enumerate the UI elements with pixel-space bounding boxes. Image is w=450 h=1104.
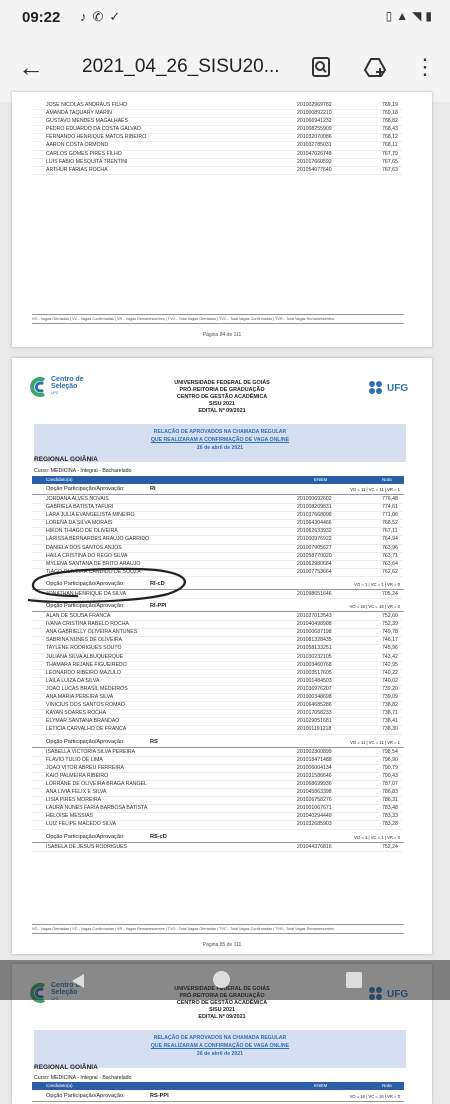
col-score: Nota bbox=[382, 1083, 392, 1088]
candidate-name: HIKON THIAGO DE OLIVEIRA bbox=[46, 528, 118, 535]
table-row bbox=[32, 536, 402, 544]
candidate-name: IVANA CRISTINA RABELO ROCHA bbox=[46, 621, 129, 628]
wifi-icon: ◥ bbox=[412, 9, 426, 23]
score: 768,82 bbox=[382, 118, 398, 125]
score: 768,11 bbox=[382, 142, 398, 149]
candidate-name: VINICIUS DOS SANTOS ROMAO bbox=[46, 702, 125, 709]
candidate-name: JOAO LUCAS BRASIL MEDEIROS bbox=[46, 685, 128, 692]
table-row bbox=[32, 167, 402, 175]
option-label: Opção Participação/Aprovação: bbox=[46, 486, 125, 492]
score: 763,96 bbox=[382, 544, 398, 551]
page3-course: Curso: MEDICINA - Integral - Bacharelado bbox=[34, 1075, 132, 1081]
score: 738,30 bbox=[382, 726, 398, 733]
table-row bbox=[32, 781, 402, 789]
signal-icon: ▲ bbox=[396, 9, 413, 23]
system-icons bbox=[386, 9, 436, 23]
enem-number: 201054077640 bbox=[297, 166, 332, 173]
candidate-name: GUSTAVO MENDES MAGALHAES bbox=[46, 118, 128, 125]
candidate-name: CARLOS GOMES PIRES FILHO bbox=[46, 150, 122, 157]
page3-regional: REGIONAL GOIÂNIA bbox=[34, 1064, 98, 1071]
table-row bbox=[32, 765, 402, 773]
candidate-name: FLAVIO TULIO DE LIMA bbox=[46, 756, 103, 763]
enem-number: 201003517605 bbox=[297, 669, 332, 676]
option-vagas: VO = 16 | VC = 16 | VR = 0 bbox=[349, 604, 400, 610]
document-title: 2021_04_26_SISU20... bbox=[82, 56, 280, 77]
candidate-name: JONATHAN HENRIQUE DA SILVA bbox=[46, 591, 127, 597]
option-code: RI-cD bbox=[150, 581, 165, 587]
header-line: EDITAL Nº 09/2021 bbox=[198, 1014, 246, 1020]
candidate-name: THAMARA REJANE FIGUEIREDO bbox=[46, 661, 127, 668]
table-row bbox=[32, 844, 402, 852]
whatsapp-icon: ✆ bbox=[92, 9, 110, 24]
candidate-name: HELOISE MESSIAS bbox=[46, 813, 93, 820]
enem-number: 201062980684 bbox=[297, 560, 332, 567]
candidate-name: JOAO VITOR ABREU FERREIRA bbox=[46, 764, 125, 771]
option-vagas: VO = 1 | VC = 1 | VR = 0 bbox=[354, 834, 400, 840]
logo-text-3: UFG bbox=[51, 391, 59, 395]
enem-number: 201007753664 bbox=[297, 568, 332, 575]
nav-recents-icon[interactable] bbox=[346, 972, 362, 988]
table-row bbox=[32, 694, 402, 702]
page2-legend: VO - Vagas Ofertadas | VC - Vagas Confirmadas | VR - Vagas Remanescentes | TVO - Total Vagas Ofertadas | TVC - Total Vagas Confirmadas | TVR - Total Vagas Remanescentes bbox=[32, 924, 404, 934]
table-row bbox=[32, 710, 402, 718]
candidate-name: LEONARDO RIBEIRO MAZULO bbox=[46, 669, 121, 676]
candidate-name: ALAN DE SOUSA FRANCA bbox=[46, 613, 111, 620]
table-row bbox=[32, 726, 402, 734]
candidate-name: ANA MARIA PEREIRA SILVA bbox=[46, 694, 114, 701]
enem-number: 201007905627 bbox=[297, 544, 332, 551]
score: 762,62 bbox=[382, 568, 398, 575]
table-row bbox=[32, 749, 402, 757]
score: 768,52 bbox=[382, 520, 398, 527]
enem-number: 201017058233 bbox=[297, 710, 332, 717]
candidate-name: GABRIELA BATISTA TAFURI bbox=[46, 504, 114, 511]
university-header bbox=[132, 380, 312, 415]
header-line: CENTRO DE GESTÃO ACADÊMICA bbox=[176, 394, 268, 400]
table-row bbox=[32, 512, 402, 520]
candidate-name: DANIELA DOS SANTOS ANJOS bbox=[46, 544, 122, 551]
option-row bbox=[32, 833, 404, 843]
table-row bbox=[32, 813, 402, 821]
candidate-name: SABRINA NUNES DE OLIVEIRA bbox=[46, 637, 123, 644]
candidate-name: JORDANA ALVES NOVAIS bbox=[46, 496, 109, 502]
page3-banner bbox=[34, 1030, 406, 1068]
candidate-name: LUIS FABIO MESQUITA TRENTINI bbox=[46, 158, 128, 165]
candidate-name: ANA GABRIELLY OLIVEIRA ANTUNES bbox=[46, 629, 138, 636]
score: 790,79 bbox=[382, 764, 398, 771]
table-row bbox=[32, 496, 402, 504]
enem-number: 201032070086 bbox=[297, 134, 332, 141]
banner-line: RELAÇÃO DE APROVADOS NA CHAMADA REGULAR bbox=[153, 1035, 287, 1041]
enem-number: 201000348698 bbox=[297, 694, 332, 701]
table-row bbox=[32, 702, 402, 710]
table-row bbox=[32, 797, 402, 805]
score: 746,17 bbox=[382, 637, 398, 644]
table-row bbox=[32, 805, 402, 813]
enem-number: 201030232105 bbox=[297, 653, 332, 660]
enem-number: 201040294449 bbox=[297, 813, 332, 820]
table-row bbox=[32, 528, 402, 536]
option-label: Opção Participação/Aprovação: bbox=[46, 833, 125, 840]
table-row bbox=[32, 118, 402, 126]
score: 763,64 bbox=[382, 560, 398, 567]
candidate-name: TIAGO OLIVEIRA CANDIDO DE SOUZA bbox=[46, 568, 141, 575]
more-options-icon[interactable]: ⋮ bbox=[414, 54, 436, 79]
candidate-name: LORRANE DE OLIVEIRA BRAGA RANGEL bbox=[46, 780, 147, 787]
pdf-page-85 bbox=[12, 358, 432, 954]
nav-back-icon[interactable] bbox=[72, 974, 84, 988]
candidate-name: LETICIA CARVALHO DE FRANCA bbox=[46, 726, 127, 733]
candidate-name: FERNANDO HENRIQUE MATOS RIBEIRO bbox=[46, 134, 147, 141]
table-row bbox=[32, 553, 402, 561]
table-row bbox=[32, 126, 402, 134]
table-row bbox=[32, 654, 402, 662]
enem-number: 201002300899 bbox=[297, 748, 332, 755]
page2-regional: REGIONAL GOIÂNIA bbox=[34, 456, 98, 463]
enem-number: 201027013543 bbox=[297, 613, 332, 620]
table-row bbox=[32, 134, 402, 142]
system-navigation-bar bbox=[0, 960, 450, 1000]
ufg-logo-icon bbox=[367, 380, 385, 396]
enem-number: 201045863398 bbox=[297, 789, 332, 796]
score: 745,96 bbox=[382, 645, 398, 652]
score: 739,20 bbox=[382, 685, 398, 692]
table-row bbox=[32, 757, 402, 765]
page1-number: Página 84 de 111 bbox=[202, 332, 242, 338]
score: 752,60 bbox=[382, 613, 398, 620]
score: 796,90 bbox=[382, 756, 398, 763]
silent-icon: ♪ bbox=[80, 9, 93, 24]
enem-number: 201001484503 bbox=[297, 677, 332, 684]
candidate-name: PEDRO EDUARDO DA COSTA GALVAO bbox=[46, 126, 141, 133]
option-code: RS-PPI bbox=[150, 1093, 169, 1099]
score: 768,43 bbox=[382, 126, 398, 133]
candidate-name: HAILA CRISTINA DO REGO SILVA bbox=[46, 552, 128, 559]
candidate-name: AARON COSTA ORMOND bbox=[46, 142, 109, 149]
score: 705,24 bbox=[382, 591, 398, 597]
table-row bbox=[32, 520, 402, 528]
candidate-name: KAIO PALMEIRA RIBEIRO bbox=[46, 772, 109, 779]
logo-text-2: Seleção bbox=[51, 383, 78, 390]
option-label: Opção Participação/Aprovação: bbox=[46, 603, 125, 610]
enem-number: 201002969782 bbox=[297, 102, 332, 108]
candidate-name: LARA JULIA EVANGELISTA MINEIRO bbox=[46, 512, 135, 519]
candidate-name: AMANDA TAQUARY MARIN bbox=[46, 110, 112, 117]
score: 749,78 bbox=[382, 629, 398, 636]
page2-course: Curso: MEDICINA - Integral - Bacharelado bbox=[34, 468, 132, 474]
score: 769,19 bbox=[382, 102, 398, 108]
enem-number: 201001067671 bbox=[297, 805, 332, 812]
option-vagas: VO = 11 | VC = 11 | VR = 1 bbox=[350, 487, 400, 492]
battery-icon: ▮ bbox=[425, 9, 436, 23]
table-row bbox=[32, 504, 402, 512]
score: 738,82 bbox=[382, 702, 398, 709]
header-line: SISU 2021 bbox=[208, 401, 236, 407]
score: 740,22 bbox=[382, 669, 398, 676]
enem-number: 201029051681 bbox=[297, 718, 332, 725]
header-line: CENTRO DE GESTÃO ACADÊMICA bbox=[176, 1000, 268, 1006]
enem-number: 201026758276 bbox=[297, 797, 332, 804]
banner-line: QUE REALIZARAM A CONFIRMAÇÃO DE VAGA ONLINE bbox=[150, 437, 290, 443]
banner-line: RELAÇÃO DE APROVADOS NA CHAMADA REGULAR bbox=[153, 429, 287, 435]
option-label: Opção Participação/Aprovação: bbox=[46, 1093, 125, 1099]
status-bar bbox=[0, 0, 450, 34]
score: 738,41 bbox=[382, 718, 398, 725]
enem-number: 201064685286 bbox=[297, 702, 332, 709]
candidate-name: LARISSA BERNARDES ARAUJO GARRIDO bbox=[46, 536, 150, 543]
enem-number: 201008255909 bbox=[297, 126, 332, 133]
score: 769,18 bbox=[382, 110, 398, 117]
check-icon: ✓ bbox=[109, 9, 127, 24]
table-row bbox=[32, 645, 402, 653]
table-row bbox=[32, 718, 402, 726]
option-vagas: VO = 16 | VC = 16 | VR = 0 bbox=[349, 1094, 400, 1099]
table-row bbox=[32, 789, 402, 797]
option-row bbox=[32, 738, 404, 748]
score: 768,12 bbox=[382, 134, 398, 141]
score: 764,94 bbox=[382, 536, 398, 543]
page2-column-header bbox=[32, 476, 404, 484]
enem-number: 201008209831 bbox=[297, 504, 332, 511]
candidate-name: LAURA NUNES FARIA BARBOSA BATISTA bbox=[46, 805, 148, 812]
col-candidate: Candidato(a) bbox=[46, 1083, 73, 1088]
clock: 09:22 bbox=[22, 9, 61, 26]
table-row bbox=[32, 670, 402, 678]
candidate-name: MYLENA SANTANA DE BRITO ARAUJO bbox=[46, 560, 141, 567]
enem-number: 201006004134 bbox=[297, 764, 332, 771]
enem-number: 201064304466 bbox=[297, 520, 332, 527]
table-row bbox=[32, 142, 402, 150]
pdf-page-84 bbox=[12, 92, 432, 347]
enem-number: 201000892210 bbox=[297, 110, 332, 117]
table-row bbox=[32, 102, 402, 110]
nav-home-icon[interactable] bbox=[213, 971, 230, 988]
col-candidate: Candidato(a) bbox=[46, 477, 73, 482]
option-code: RI-PPI bbox=[150, 603, 167, 610]
group-table bbox=[32, 496, 402, 577]
option-vagas: VO = 1 | VC = 1 | VR = 0 bbox=[354, 582, 400, 587]
table-row bbox=[32, 621, 402, 629]
score: 798,54 bbox=[382, 748, 398, 755]
table-row bbox=[32, 821, 402, 829]
col-score: Nota bbox=[382, 477, 392, 482]
enem-number: 201003460768 bbox=[297, 661, 332, 668]
candidate-name: ARTHUR FARIAS ROCHA bbox=[46, 166, 108, 173]
score: 776,48 bbox=[382, 496, 398, 502]
enem-number: 201000687198 bbox=[297, 629, 332, 636]
drive-add-icon[interactable] bbox=[364, 56, 386, 78]
page3-column-header bbox=[32, 1082, 404, 1090]
candidate-name: ISABELLA VICTORIA SILVA PEREIRA bbox=[46, 748, 136, 755]
vibrate-icon: ▯ bbox=[385, 9, 397, 23]
enem-number: 201062633932 bbox=[297, 528, 332, 535]
search-document-icon[interactable] bbox=[310, 56, 332, 78]
ufg-logo bbox=[367, 380, 408, 396]
score: 783,33 bbox=[382, 813, 398, 820]
centro-selecao-logo bbox=[30, 376, 84, 397]
enem-number: 201000976922 bbox=[297, 536, 332, 543]
candidate-name: ISABELA DE JESUS RODRIGUES bbox=[46, 843, 128, 850]
score: 742,95 bbox=[382, 661, 398, 668]
candidate-name: JULIANA SILVA ALBUQUERQUE bbox=[46, 653, 124, 660]
score: 740,02 bbox=[382, 677, 398, 684]
table-row bbox=[32, 662, 402, 670]
score: 771,06 bbox=[382, 512, 398, 519]
enem-number: 201058133251 bbox=[297, 645, 332, 652]
table-row bbox=[32, 678, 402, 686]
enem-number: 201058770020 bbox=[297, 552, 332, 559]
score: 786,83 bbox=[382, 789, 398, 796]
enem-number: 201037668098 bbox=[297, 512, 332, 519]
logo-text-1: Centro de bbox=[51, 376, 84, 383]
table-row bbox=[32, 159, 402, 167]
score: 774,61 bbox=[382, 504, 398, 511]
page3-option-row bbox=[32, 1092, 404, 1102]
enem-number: 201017660592 bbox=[297, 158, 332, 165]
score: 763,71 bbox=[382, 552, 398, 559]
group-table bbox=[32, 613, 402, 734]
page1-legend: VO - Vagas Ofertadas | VC - Vagas Confirmadas | VR - Vagas Remanescentes | TVO - Total Vagas Ofertadas | TVC - Total Vagas Confirmadas | TVR - Total Vagas Remanescentes bbox=[32, 314, 404, 324]
option-label: Opção Participação/Aprovação: bbox=[46, 581, 125, 587]
score: 752,24 bbox=[382, 843, 398, 850]
enem-number: 201068699936 bbox=[297, 780, 332, 787]
enem-number: 201081328435 bbox=[297, 637, 332, 644]
notification-icons bbox=[80, 9, 126, 25]
score: 786,31 bbox=[382, 797, 398, 804]
option-code: RS bbox=[150, 738, 158, 745]
group-table bbox=[32, 749, 402, 830]
candidate-name: JOSE NICOLAS ANDRAUS FILHO bbox=[46, 102, 128, 108]
enem-number: 201040498908 bbox=[297, 621, 332, 628]
table-row bbox=[32, 110, 402, 118]
enem-number: 201032685903 bbox=[297, 821, 332, 828]
candidate-name: LISIA PIRES MOREIRA bbox=[46, 797, 102, 804]
score: 767,65 bbox=[382, 158, 398, 165]
enem-number: 201047026748 bbox=[297, 150, 332, 157]
score: 787,07 bbox=[382, 780, 398, 787]
candidate-name: LORENA DA SILVA MORAIS bbox=[46, 520, 113, 527]
group-table bbox=[32, 844, 402, 852]
handdrawn-circle-annotation bbox=[18, 566, 198, 606]
col-enem: ENEM bbox=[314, 1083, 328, 1088]
table-row bbox=[32, 637, 402, 645]
back-arrow-icon[interactable]: ← bbox=[18, 52, 44, 82]
enem-number: 201044376816 bbox=[297, 843, 332, 850]
table-row bbox=[32, 629, 402, 637]
table-row bbox=[32, 545, 402, 553]
header-line: EDITAL Nº 09/2021 bbox=[198, 408, 246, 414]
score: 743,42 bbox=[382, 653, 398, 660]
table-row bbox=[32, 773, 402, 781]
score: 767,63 bbox=[382, 166, 398, 173]
col-enem: ENEM bbox=[314, 477, 328, 482]
score: 738,71 bbox=[382, 710, 398, 717]
score: 752,39 bbox=[382, 621, 398, 628]
score: 767,11 bbox=[382, 528, 398, 535]
enem-number: 201031586646 bbox=[297, 772, 332, 779]
header-line: SISU 2021 bbox=[208, 1007, 236, 1013]
enem-number: 201001191218 bbox=[297, 726, 332, 733]
candidate-name: ELYMAR SANTANA BRANDAO bbox=[46, 718, 120, 725]
table-row bbox=[32, 686, 402, 694]
score: 767,79 bbox=[382, 150, 398, 157]
enem-number: 201098651646 bbox=[297, 591, 332, 597]
enem-number: 201066941232 bbox=[297, 118, 332, 125]
enem-number: 201032785031 bbox=[297, 142, 332, 149]
table-row bbox=[32, 151, 402, 159]
enem-number: 201018471488 bbox=[297, 756, 332, 763]
pdf-viewer[interactable] bbox=[0, 102, 450, 1099]
score: 783,28 bbox=[382, 821, 398, 828]
score: 783,48 bbox=[382, 805, 398, 812]
candidate-name: LUIZ FELIPE MACEDO SILVA bbox=[46, 821, 117, 828]
score: 790,43 bbox=[382, 772, 398, 779]
option-label: Opção Participação/Aprovação: bbox=[46, 738, 125, 745]
ufg-logo-text: UFG bbox=[387, 382, 409, 394]
enem-number: 201000692602 bbox=[297, 496, 332, 502]
candidate-name: TAYLENE RODRIGUES SOUTO bbox=[46, 645, 122, 652]
option-vagas: VO = 11 | VC = 11 | VR = 1 bbox=[350, 739, 400, 745]
centro-selecao-logo-icon bbox=[30, 377, 48, 397]
banner-line: QUE REALIZARAM A CONFIRMAÇÃO DE VAGA ONLINE bbox=[150, 1043, 290, 1049]
option-row bbox=[32, 485, 404, 495]
option-code: RS-cD bbox=[150, 833, 167, 840]
option-code: RI bbox=[150, 486, 156, 492]
header-line: PRÓ-REITORIA DE GRADUAÇÃO bbox=[179, 387, 265, 393]
banner-date: 26 de abril de 2021 bbox=[196, 445, 244, 451]
table-row bbox=[32, 613, 402, 621]
candidate-name: KAYAN SOARES ROCHA bbox=[46, 710, 107, 717]
header-line: UNIVERSIDADE FEDERAL DE GOIÁS bbox=[174, 380, 270, 386]
score: 739,09 bbox=[382, 694, 398, 701]
enem-number: 201036976207 bbox=[297, 685, 332, 692]
candidate-name: LAILA LUIZA DA SILVA bbox=[46, 677, 100, 684]
page2-number: Página 85 de 111 bbox=[202, 942, 242, 948]
banner-date: 26 de abril de 2021 bbox=[196, 1051, 244, 1057]
page1-table bbox=[32, 102, 402, 175]
candidate-name: ANA LIVIA FELIX E SILVA bbox=[46, 789, 107, 796]
